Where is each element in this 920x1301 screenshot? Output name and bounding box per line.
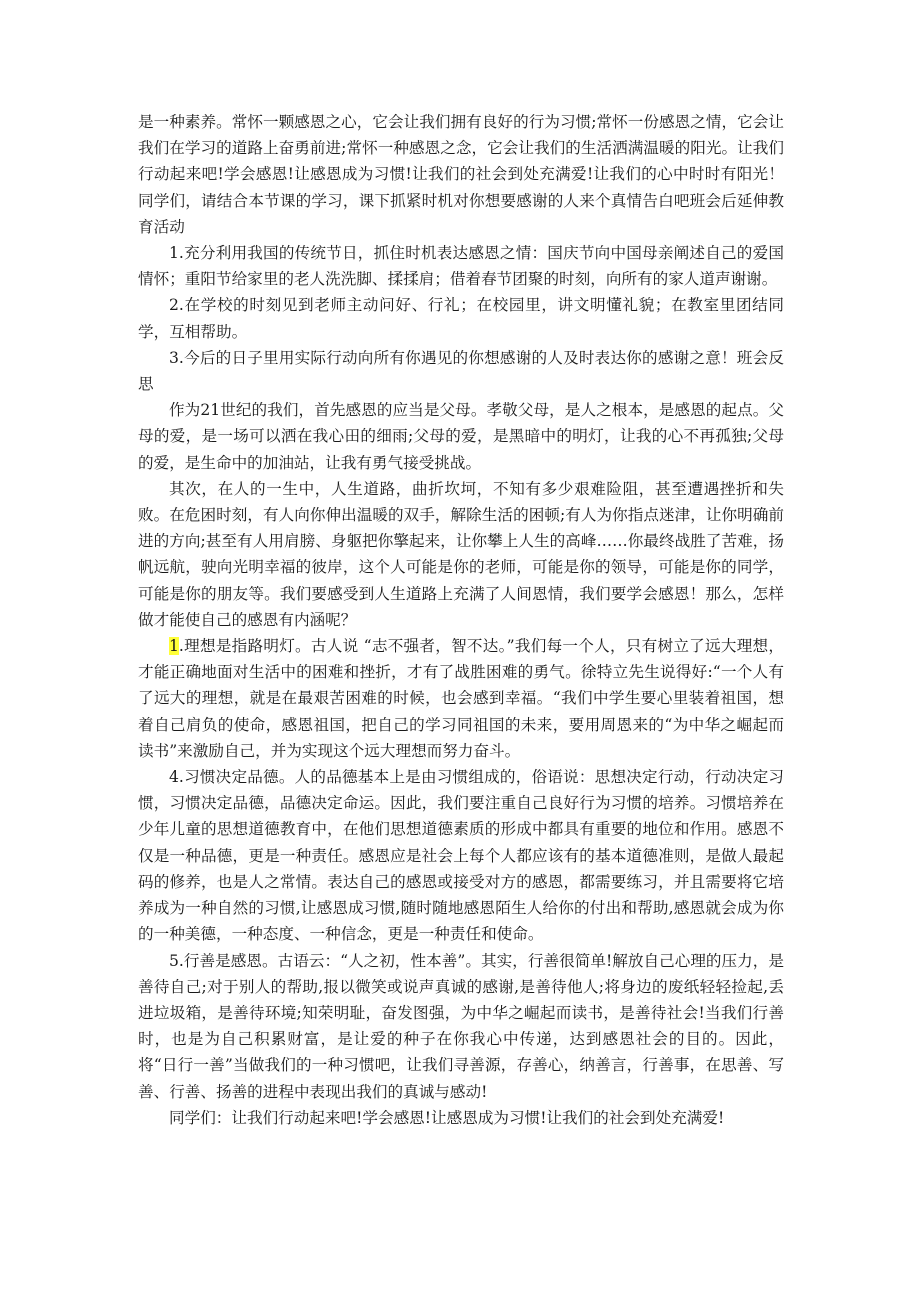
item-text: .行善是感恩。古语云：“人之初，性本善”。其实，行善很简单!解放自己心理的压力，是善待自己;对于别人的帮助,报以微笑或说声真诚的感谢,是善待他人;将身边的废纸轻轻捡起,丢进垃圾箱，是善待环境;知荣明耻，奋发图强，为中华之崛起而读书，是善待社会!当我们行善时，也是为自己积累财富，是让爱的种子在你我心中传递，达到感恩社会的目的。因此，将“日行一善”当做我们的一种习惯吧，让我们寻善源，存善心，纳善言，行善事，在思善、写善、行善、扬善的进程中表现出我们的真诚与感动! <box>138 951 784 1101</box>
paragraph-intro: 是一种素养。常怀一颗感恩之心，它会让我们拥有良好的行为习惯;常怀一份感恩之情，它会让我们在学习的道路上奋勇前进;常怀一种感恩之念，它会让我们的生活洒满温暖的阳光。让我们行动起来吧!学会感恩!让感恩成为习惯!让我们的社会到处充满爱!让我们的心中时时有阳光！同学们，请结合本节课的学习，课下抓紧时机对你想要感谢的人来个真情告白吧班会后延伸教育活动 <box>138 113 784 236</box>
paragraph-parents: 作为21世纪的我们，首先感恩的应当是父母。孝敬父母，是人之根本，是感恩的起点。父母的爱，是一场可以洒在我心田的细雨;父母的爱，是黑暗中的明灯，让我的心不再孤独;父母的爱，是生命中的加油站，让我有勇气接受挑战。 <box>138 401 784 472</box>
activity-item-2 <box>138 292 784 344</box>
paragraph-life-path: 其次，在人的一生中，人生道路，曲折坎坷，不知有多少艰难险阻，甚至遭遇挫折和失败。在危困时刻，有人向你伸出温暖的双手，解除生活的困顿;有人为你指点迷津，让你明确前进的方向;甚至有人用肩膀、身躯把你擎起来，让你攀上人生的高峰……你最终战胜了苦难，扬帆远航，驶向光明幸福的彼岸，这个人可能是你的老师，可能是你的领导，可能是你的同学，可能是你的朋友等。我们要感受到人生道路上充满了人间恩情，我们要学会感恩！那么，怎样做才能使自己的感恩有内涵呢？ <box>138 479 784 629</box>
activity-item-1 <box>138 240 784 292</box>
point-ideal <box>138 633 784 764</box>
item-number: 3 <box>169 348 179 367</box>
item-number: 4 <box>169 768 179 787</box>
point-kindness <box>138 948 784 1105</box>
item-number: 2 <box>169 296 179 315</box>
item-text: .充分利用我国的传统节日，抓住时机表达感恩之情：国庆节向中国母亲阐述自己的爱国情怀；重阳节给家里的老人洗洗脚、揉揉肩；借着春节团聚的时刻，向所有的家人道声谢谢。 <box>138 244 784 289</box>
point-habit <box>138 764 784 947</box>
highlighted-number: 1 <box>169 637 179 656</box>
item-number: 5 <box>169 951 179 970</box>
activity-item-3 <box>138 345 784 397</box>
item-text: .理想是指路明灯。古人说 “志不强者，智不达。”我们每一个人，只有树立了远大理想，才能正确地面对生活中的困难和挫折，才有了战胜困难的勇气。徐特立先生说得好:“一个人有了远大的理想，就是在最艰苦困难的时候，也会感到幸福。“我们中学生要心里装着祖国，想着自己肩负的使命，感恩祖国，把自己的学习同祖国的未来，要用周恩来的“为中华之崛起而读书”来激励自己，并为实现这个远大理想而努力奋斗。 <box>138 637 784 760</box>
paragraph-closing: 同学们：让我们行动起来吧!学会感恩!让感恩成为习惯!让我们的社会到处充满爱! <box>169 1108 725 1127</box>
item-text: .今后的日子里用实际行动向所有你遇见的你想感谢的人及时表达你的感谢之意！班会反思 <box>138 348 784 394</box>
document-page <box>138 109 784 1131</box>
item-text: .习惯决定品德。人的品德基本上是由习惯组成的，俗语说：思想决定行动，行动决定习惯，习惯决定品德，品德决定命运。因此，我们要注重自己良好行为习惯的培养。习惯培养在少年儿童的思想道德教育中，在他们思想道德素质的形成中都具有重要的地位和作用。感恩不仅是一种品德，更是一种责任。感恩应是社会上每个人都应该有的基本道德准则，是做人最起码的修养，也是人之常情。表达自己的感恩或接受对方的感恩，都需要练习，并且需要将它培养成为一种自然的习惯,让感恩成习惯,随时随地感恩陌生人给你的付出和帮助,感恩就会成为你的一种美德，一种态度、一种信念，更是一种责任和使命。 <box>138 768 784 944</box>
item-number: 1 <box>169 244 179 263</box>
item-text: .在学校的时刻见到老师主动问好、行礼；在校园里，讲文明懂礼貌；在教室里团结同学，互相帮助。 <box>138 296 784 341</box>
